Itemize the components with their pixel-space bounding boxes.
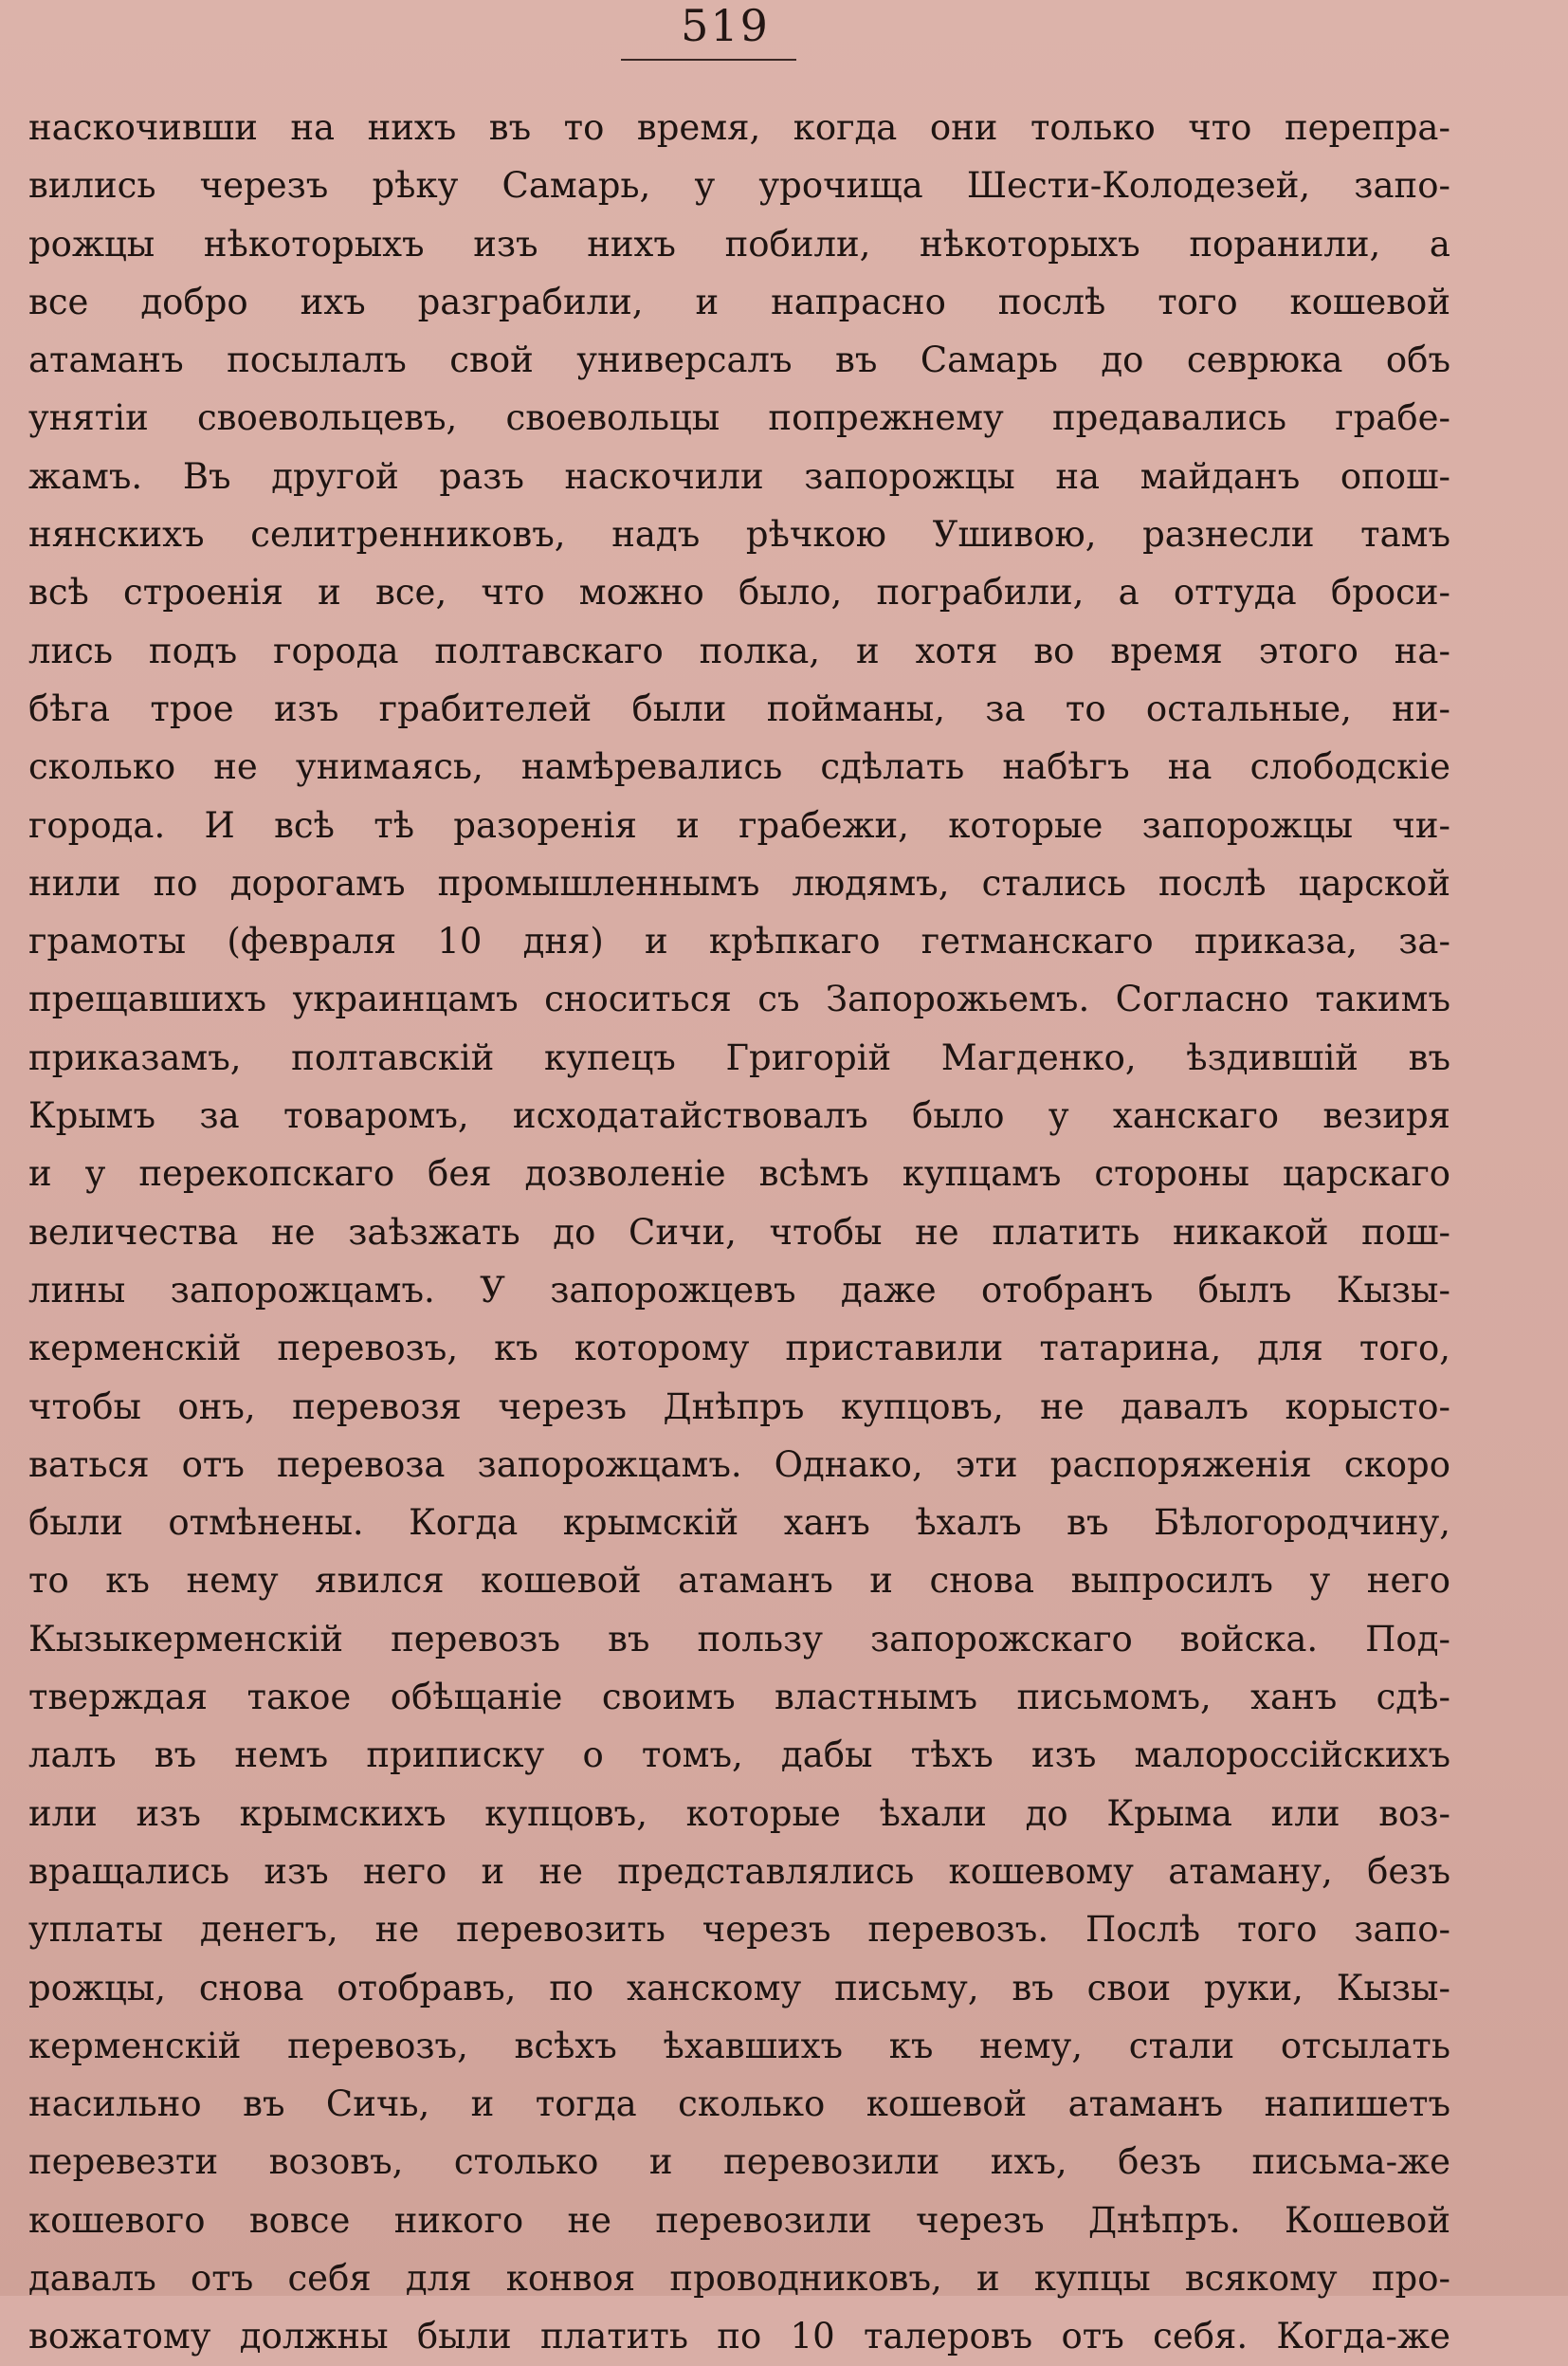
text-line-content: бѣга трое изъ грабителей были пойманы, за то остальные, ни- <box>28 688 1450 729</box>
text-line-content: и у перекопскаго бея дозволеніе всѣмъ купцамъ стороны царскаго <box>28 1153 1450 1195</box>
text-line <box>28 2133 1450 2191</box>
text-line <box>28 797 1450 854</box>
text-line <box>28 1610 1450 1668</box>
text-line-content: вились черезъ рѣку Самарь, у урочища Шести-Колодезей, запо- <box>28 165 1450 207</box>
text-line <box>28 2249 1450 2307</box>
text-line-content: Крымъ за товаромъ, исходатайствовалъ было у ханскаго везиря <box>28 1095 1450 1137</box>
text-line-content: все добро ихъ разграбили, и напрасно послѣ того кошевой <box>28 281 1450 322</box>
text-line-content: то къ нему явился кошевой атаманъ и снова выпросилъ у него <box>28 1560 1450 1602</box>
text-line <box>28 854 1450 912</box>
text-line <box>28 1029 1450 1087</box>
text-line <box>28 1785 1450 1843</box>
text-line-content: ваться отъ перевоза запорожцамъ. Однако, эти распоряженія скоро <box>28 1443 1450 1485</box>
text-line-content: перевезти возовъ, столько и перевозили ихъ, безъ письма-же <box>28 2141 1450 2183</box>
text-line <box>28 1900 1450 1958</box>
text-line <box>28 156 1450 214</box>
text-line-content: кошевого вовсе никого не перевозили черезъ Днѣпръ. Кошевой <box>28 2199 1450 2241</box>
text-line <box>28 1668 1450 1726</box>
text-line <box>28 505 1450 563</box>
text-line <box>28 970 1450 1028</box>
text-line <box>28 448 1450 505</box>
text-line-content: города. И всѣ тѣ разоренія и грабежи, которые запорожцы чи- <box>28 804 1450 846</box>
text-line-content: лины запорожцамъ. У запорожцевъ даже отобранъ былъ Кызы- <box>28 1269 1450 1311</box>
text-line-content: всѣ строенія и все, что можно было, пограбили, а оттуда броси- <box>28 572 1450 614</box>
text-line <box>28 215 1450 273</box>
text-line-content: наскочивши на нихъ въ то время, когда они только что перепра- <box>28 107 1450 148</box>
text-line <box>28 680 1450 738</box>
text-line-content: лалъ въ немъ приписку о томъ, дабы тѣхъ изъ малороссійскихъ <box>28 1734 1450 1776</box>
text-line-content: прещавшихъ украинцамъ сноситься съ Запорожьемъ. Согласно такимъ <box>28 979 1450 1020</box>
text-line <box>28 1203 1450 1261</box>
text-line <box>28 1087 1450 1145</box>
text-line-content: керменскій перевозъ, всѣхъ ѣхавшихъ къ нему, стали отсылать <box>28 2025 1450 2066</box>
text-line-content: приказамъ, полтавскій купецъ Григорій Магденко, ѣздившій въ <box>28 1036 1450 1078</box>
text-line-content: сколько не унимаясь, намѣревались сдѣлать набѣгъ на слободскіе <box>28 746 1450 788</box>
text-line <box>28 738 1450 796</box>
text-line <box>28 2017 1450 2075</box>
text-line <box>28 912 1450 970</box>
text-line <box>28 2192 1450 2249</box>
text-line-content: давалъ отъ себя для конвоя проводниковъ, и купцы всякому про- <box>28 2257 1450 2299</box>
text-line <box>28 273 1450 331</box>
text-line-content: рожцы, снова отобравъ, по ханскому письму, въ свои руки, Кызы- <box>28 1967 1450 2008</box>
text-line <box>28 99 1450 156</box>
text-line-content: величества не заѣзжать до Сичи, чтобы не платить никакой пош- <box>28 1211 1450 1253</box>
text-line <box>28 1551 1450 1609</box>
text-line-content: или изъ крымскихъ купцовъ, которые ѣхали до Крыма или воз- <box>28 1792 1450 1834</box>
text-line-content: жамъ. Въ другой разъ наскочили запорожцы на майданъ опош- <box>28 455 1450 497</box>
header-rule <box>621 59 796 61</box>
text-line <box>28 622 1450 680</box>
text-line <box>28 1261 1450 1319</box>
text-line-content: чтобы онъ, перевозя черезъ Днѣпръ купцовъ, не давалъ корысто- <box>28 1385 1450 1427</box>
body-text <box>28 99 1450 2366</box>
text-line <box>28 1843 1450 1900</box>
text-line <box>28 1378 1450 1436</box>
text-line <box>28 1319 1450 1377</box>
text-line <box>28 331 1450 389</box>
text-line <box>28 1145 1450 1202</box>
text-line-content: Кызыкерменскій перевозъ въ пользу запорожскаго войска. Под- <box>28 1618 1450 1660</box>
text-line-content: уплаты денегъ, не перевозить черезъ перевозъ. Послѣ того запо- <box>28 1909 1450 1951</box>
text-line <box>28 1959 1450 2017</box>
text-line <box>28 1494 1450 1551</box>
text-line <box>28 2307 1450 2365</box>
page-number: 519 <box>681 0 770 51</box>
text-line-content: керменскій перевозъ, къ которому приставили татарина, для того, <box>28 1328 1450 1369</box>
text-line <box>28 2075 1450 2133</box>
text-line-content: вожатому должны были платить по 10 талеровъ отъ себя. Когда-же <box>28 2316 1450 2357</box>
text-line-content: вращались изъ него и не представлялись кошевому атаману, безъ <box>28 1850 1450 1892</box>
text-line-content: грамоты (февраля 10 дня) и крѣпкаго гетманскаго приказа, за- <box>28 921 1450 963</box>
text-line-content: нили по дорогамъ промышленнымъ людямъ, стались послѣ царской <box>28 862 1450 904</box>
text-line <box>28 1726 1450 1784</box>
text-line <box>28 1436 1450 1494</box>
text-line-content: лись подъ города полтавскаго полка, и хотя во время этого на- <box>28 630 1450 671</box>
text-line-content: нянскихъ селитренниковъ, надъ рѣчкою Ушивою, разнесли тамъ <box>28 514 1450 556</box>
text-line <box>28 563 1450 621</box>
text-line-content: были отмѣнены. Когда крымскій ханъ ѣхалъ въ Бѣлогородчину, <box>28 1502 1450 1544</box>
text-line-content: унятіи своевольцевъ, своевольцы попрежнему предавались грабе- <box>28 397 1450 439</box>
text-line-content: тверждая такое обѣщаніе своимъ властнымъ письмомъ, ханъ сдѣ- <box>28 1677 1450 1718</box>
text-line <box>28 389 1450 447</box>
text-line-content: рожцы нѣкоторыхъ изъ нихъ побили, нѣкоторыхъ поранили, а <box>28 223 1450 265</box>
text-line-content: насильно въ Сичь, и тогда сколько кошевой атаманъ напишетъ <box>28 2083 1450 2125</box>
text-line-content: атаманъ посылалъ свой универсалъ въ Самарь до севрюка объ <box>28 339 1450 381</box>
